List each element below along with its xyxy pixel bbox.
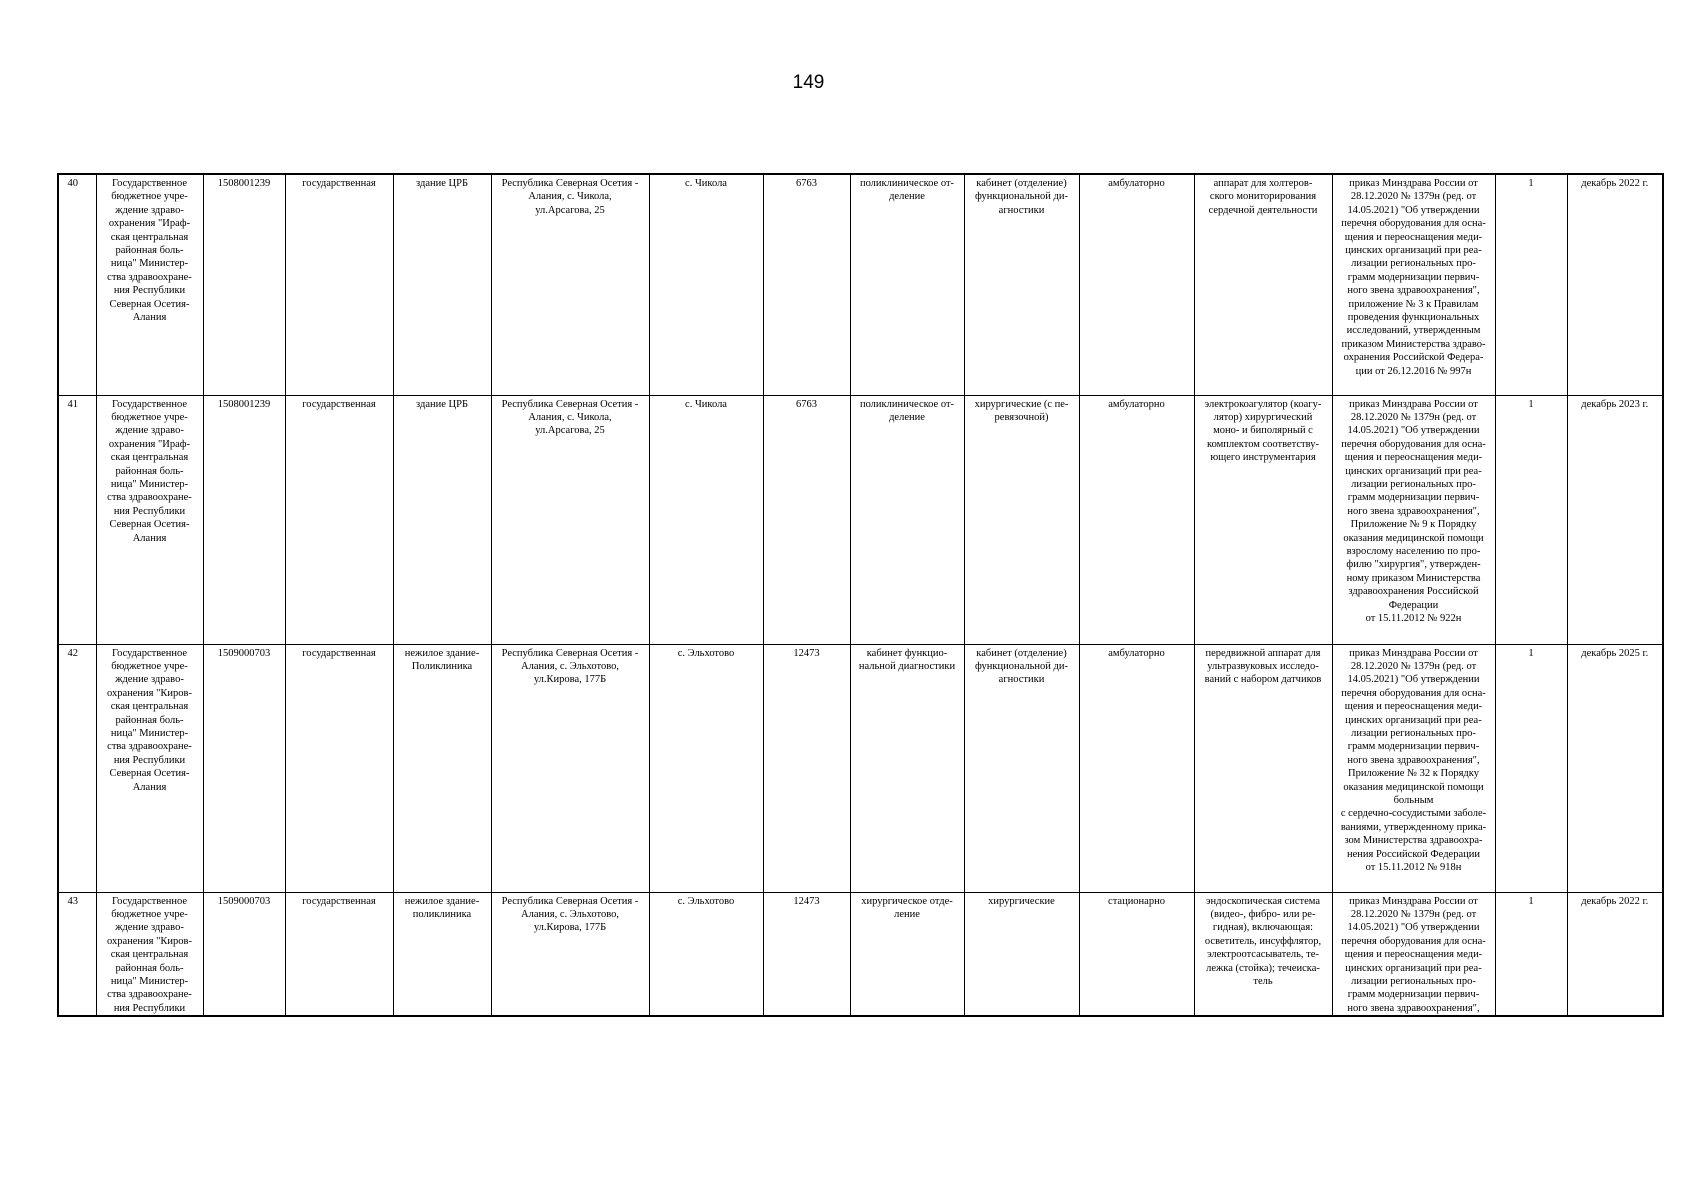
organization-cell: Государственное бюджетное учре- ждение здраво- охранения "Киров- ская центральная районная боль- ница" Министер- ства здравоохране- ния Республики — [96, 892, 203, 1016]
conditions-cell: амбулаторно — [1079, 644, 1194, 892]
subdivision-cell: поликлиническое от- деление — [850, 395, 964, 644]
building-cell: нежилое здание- Поликлиника — [393, 644, 491, 892]
row-number-cell: 40 — [58, 174, 96, 395]
inn-cell: 1508001239 — [203, 395, 285, 644]
quantity-cell: 1 — [1495, 892, 1567, 1016]
cabinet-cell: кабинет (отделение) функциональной ди- агностики — [964, 644, 1079, 892]
building-cell: здание ЦРБ — [393, 395, 491, 644]
locality-cell: с. Эльхотово — [649, 892, 763, 1016]
row-number-cell: 41 — [58, 395, 96, 644]
subdivision-cell: кабинет функцио- нальной диагностики — [850, 644, 964, 892]
table-row — [58, 892, 1663, 1016]
ownership-cell: государственная — [285, 174, 393, 395]
quantity-cell: 1 — [1495, 395, 1567, 644]
ownership-cell: государственная — [285, 395, 393, 644]
locality-cell: с. Эльхотово — [649, 644, 763, 892]
date-cell: декабрь 2022 г. — [1567, 174, 1663, 395]
inn-cell: 1508001239 — [203, 174, 285, 395]
cabinet-cell: кабинет (отделение) функциональной ди- агностики — [964, 174, 1079, 395]
date-cell: декабрь 2025 г. — [1567, 644, 1663, 892]
equipment-cell: передвижной аппарат для ультразвуковых исследо- ваний с набором датчиков — [1194, 644, 1332, 892]
legal-basis-cell: приказ Минздрава России от 28.12.2020 № 1379н (ред. от 14.05.2021) "Об утверждении перечня оборудования для осна- щения и переоснащения меди- цинских организаций при реа- лизации региональных про- грамм модернизации первич- ного звена здравоохранения", приложение № 3 к Правилам проведения функциональных исследований, утвержденным приказом Министерства здраво- охранения Российской Федера- ции от 26.12.2016 № 997н — [1332, 174, 1495, 395]
conditions-cell: стационарно — [1079, 892, 1194, 1016]
quantity-cell: 1 — [1495, 644, 1567, 892]
table-row — [58, 174, 1663, 395]
cabinet-cell: хирургические — [964, 892, 1079, 1016]
address-cell: Республика Северная Осетия - Алания, с. Эльхотово, ул.Кирова, 177Б — [491, 892, 649, 1016]
equipment-registry-table — [57, 173, 1664, 1017]
organization-cell: Государственное бюджетное учре- ждение здраво- охранения "Киров- ская центральная районная боль- ница" Министер- ства здравоохране- ния Республики Северная Осетия- Алания — [96, 644, 203, 892]
population-cell: 12473 — [763, 644, 850, 892]
legal-basis-cell: приказ Минздрава России от 28.12.2020 № 1379н (ред. от 14.05.2021) "Об утверждении перечня оборудования для осна- щения и переоснащения меди- цинских организаций при реа- лизации региональных про- грамм модернизации первич- ного звена здравоохранения", Приложение № 9 к Порядку оказания медицинской помощи взрослому населению по про- филю "хирургия", утвержден- ному приказом Министерства здравоохранения Российской Федерации от 15.11.2012 № 922н — [1332, 395, 1495, 644]
population-cell: 6763 — [763, 174, 850, 395]
date-cell: декабрь 2022 г. — [1567, 892, 1663, 1016]
building-cell: здание ЦРБ — [393, 174, 491, 395]
building-cell: нежилое здание- поликлиника — [393, 892, 491, 1016]
organization-cell: Государственное бюджетное учре- ждение здраво- охранения "Ираф- ская центральная районная боль- ница" Министер- ства здравоохране- ния Республики Северная Осетия- Алания — [96, 174, 203, 395]
conditions-cell: амбулаторно — [1079, 395, 1194, 644]
subdivision-cell: поликлиническое от- деление — [850, 174, 964, 395]
equipment-cell: аппарат для холтеров- ского мониторирования сердечной деятельности — [1194, 174, 1332, 395]
locality-cell: с. Чикола — [649, 395, 763, 644]
legal-basis-cell: приказ Минздрава России от 28.12.2020 № 1379н (ред. от 14.05.2021) "Об утверждении перечня оборудования для осна- щения и переоснащения меди- цинских организаций при реа- лизации региональных про- грамм модернизации первич- ного звена здравоохранения", Приложение № 32 к Порядку оказания медицинской помощи больным с сердечно-сосудистыми заболе- ваниями, утвержденному прика- зом Министерства здравоохра- нения Российской Федерации от 15.11.2012 № 918н — [1332, 644, 1495, 892]
date-cell: декабрь 2023 г. — [1567, 395, 1663, 644]
table-row — [58, 395, 1663, 644]
equipment-cell: электрокоагулятор (коагу- лятор) хирургический моно- и биполярный с комплектом соответству- ющего инструментария — [1194, 395, 1332, 644]
ownership-cell: государственная — [285, 892, 393, 1016]
ownership-cell: государственная — [285, 644, 393, 892]
cabinet-cell: хирургические (с пе- ревязочной) — [964, 395, 1079, 644]
page-number: 149 — [792, 72, 825, 93]
row-number-cell: 42 — [58, 644, 96, 892]
equipment-cell: эндоскопическая система (видео-, фибро- или ре- гидная), включающая: осветитель, инсуффлятор, электроотсасыватель, те- лежка (стойка); течеиска- тель — [1194, 892, 1332, 1016]
address-cell: Республика Северная Осетия - Алания, с. Чикола, ул.Арсагова, 25 — [491, 395, 649, 644]
quantity-cell: 1 — [1495, 174, 1567, 395]
inn-cell: 1509000703 — [203, 892, 285, 1016]
address-cell: Республика Северная Осетия - Алания, с. Чикола, ул.Арсагова, 25 — [491, 174, 649, 395]
organization-cell: Государственное бюджетное учре- ждение здраво- охранения "Ираф- ская центральная районная боль- ница" Министер- ства здравоохране- ния Республики Северная Осетия- Алания — [96, 395, 203, 644]
row-number-cell: 43 — [58, 892, 96, 1016]
conditions-cell: амбулаторно — [1079, 174, 1194, 395]
inn-cell: 1509000703 — [203, 644, 285, 892]
population-cell: 12473 — [763, 892, 850, 1016]
legal-basis-cell: приказ Минздрава России от 28.12.2020 № 1379н (ред. от 14.05.2021) "Об утверждении перечня оборудования для осна- щения и переоснащения меди- цинских организаций при реа- лизации региональных про- грамм модернизации первич- ного звена здравоохранения", — [1332, 892, 1495, 1016]
locality-cell: с. Чикола — [649, 174, 763, 395]
subdivision-cell: хирургическое отде- ление — [850, 892, 964, 1016]
table-row — [58, 644, 1663, 892]
address-cell: Республика Северная Осетия - Алания, с. Эльхотово, ул.Кирова, 177Б — [491, 644, 649, 892]
population-cell: 6763 — [763, 395, 850, 644]
